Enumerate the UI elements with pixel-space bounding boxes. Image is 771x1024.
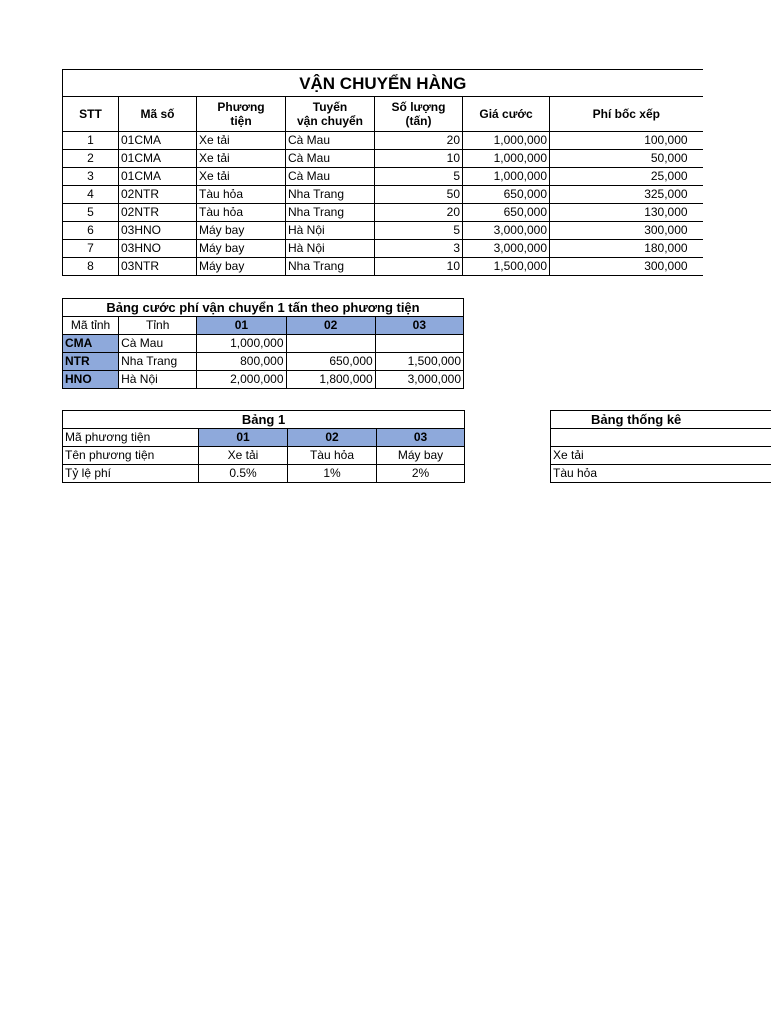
- bang1-cell: 02: [288, 429, 377, 447]
- bang1-cell: 1%: [288, 465, 377, 483]
- main-cell: 6: [63, 222, 119, 240]
- main-cell: Cà Mau: [286, 132, 375, 150]
- main-cell: Tàu hỏa: [197, 204, 286, 222]
- main-cell: 50,000: [550, 150, 703, 168]
- main-header-cell: Phí bốc xếp: [550, 97, 703, 132]
- table-row: [63, 335, 464, 353]
- main-cell: 100,000: [550, 132, 703, 150]
- rate-cell: NTR: [63, 353, 119, 371]
- main-cell: Hà Nội: [286, 240, 375, 258]
- bang1-cell: Tỷ lệ phí: [63, 465, 199, 483]
- main-cell: 10: [375, 150, 463, 168]
- main-cell: 3: [63, 168, 119, 186]
- main-cell: 20: [375, 204, 463, 222]
- bang1-cell: 01: [199, 429, 288, 447]
- main-cell: Nha Trang: [286, 204, 375, 222]
- rate-cell: HNO: [63, 371, 119, 389]
- main-header-cell: Tuyến vận chuyển: [286, 97, 375, 132]
- rate-cell: 1,500,000: [375, 353, 463, 371]
- main-cell: 1,000,000: [463, 132, 550, 150]
- main-cell: 01CMA: [119, 168, 197, 186]
- bang1-cell: Mã phương tiện: [63, 429, 199, 447]
- rate-cell: 2,000,000: [197, 371, 286, 389]
- main-cell: 3,000,000: [463, 222, 550, 240]
- main-cell: 1,000,000: [463, 168, 550, 186]
- table-row: [63, 353, 464, 371]
- main-cell: 01CMA: [119, 132, 197, 150]
- rate-cell: [375, 335, 463, 353]
- main-cell: 300,000: [550, 222, 703, 240]
- table-row: [63, 150, 703, 168]
- main-cell: 650,000: [463, 204, 550, 222]
- main-header-cell: Giá cước: [463, 97, 550, 132]
- rate-cell: Nha Trang: [119, 353, 197, 371]
- rate-cell: CMA: [63, 335, 119, 353]
- rate-cell: 650,000: [286, 353, 375, 371]
- stats-title: Bảng thống kê: [551, 411, 771, 429]
- table-row: [63, 222, 703, 240]
- table-row: [63, 204, 703, 222]
- table-row: [63, 371, 464, 389]
- main-cell: 3,000,000: [463, 240, 550, 258]
- main-cell: 3: [375, 240, 463, 258]
- table-row: [551, 465, 771, 483]
- main-cell: 50: [375, 186, 463, 204]
- table-row: [63, 465, 465, 483]
- main-cell: Xe tải: [197, 150, 286, 168]
- main-header-cell: Số lượng (tấn): [375, 97, 463, 132]
- rate-cell: 3,000,000: [375, 371, 463, 389]
- main-cell: 325,000: [550, 186, 703, 204]
- table-row: [63, 132, 703, 150]
- main-cell: Cà Mau: [286, 168, 375, 186]
- main-cell: 1,500,000: [463, 258, 550, 276]
- table-row: [63, 429, 465, 447]
- main-cell: 03HNO: [119, 240, 197, 258]
- rate-cell: 1,000,000: [197, 335, 286, 353]
- main-cell: Máy bay: [197, 258, 286, 276]
- main-table-container: [62, 69, 688, 276]
- table-row: [63, 447, 465, 465]
- table-row: [63, 168, 703, 186]
- rate-header-cell: 01: [197, 317, 286, 335]
- main-cell: 1: [63, 132, 119, 150]
- main-cell: 650,000: [463, 186, 550, 204]
- main-cell: Máy bay: [197, 240, 286, 258]
- table-row: [551, 447, 771, 465]
- rate-cell: 1,800,000: [286, 371, 375, 389]
- bang1-cell: Tàu hỏa: [288, 447, 377, 465]
- main-cell: 01CMA: [119, 150, 197, 168]
- bang1-cell: Xe tải: [199, 447, 288, 465]
- main-cell: Xe tải: [197, 132, 286, 150]
- main-cell: 4: [63, 186, 119, 204]
- rate-table: [62, 298, 464, 389]
- main-cell: 130,000: [550, 204, 703, 222]
- rate-header-cell: 02: [286, 317, 375, 335]
- bang1-table-container: [62, 410, 465, 483]
- main-cell: 1,000,000: [463, 150, 550, 168]
- stats-cell: Xe tải: [551, 447, 771, 465]
- bang1-cell: Tên phương tiện: [63, 447, 199, 465]
- main-header-cell: Phương tiện: [197, 97, 286, 132]
- main-cell: 300,000: [550, 258, 703, 276]
- main-cell: 02NTR: [119, 186, 197, 204]
- main-cell: 5: [375, 222, 463, 240]
- main-cell: Nha Trang: [286, 258, 375, 276]
- rate-cell: [286, 335, 375, 353]
- main-cell: 8: [63, 258, 119, 276]
- rate-title: Bảng cước phí vận chuyển 1 tấn theo phương tiện: [63, 299, 464, 317]
- main-title: VẬN CHUYỂN HÀNG: [63, 70, 703, 97]
- bang1-cell: 2%: [377, 465, 465, 483]
- main-cell: Tàu hỏa: [197, 186, 286, 204]
- main-cell: Nha Trang: [286, 186, 375, 204]
- main-cell: Hà Nội: [286, 222, 375, 240]
- main-cell: 03HNO: [119, 222, 197, 240]
- bang1-cell: 03: [377, 429, 465, 447]
- table-row: [63, 186, 703, 204]
- main-cell: 5: [63, 204, 119, 222]
- main-cell: 03NTR: [119, 258, 197, 276]
- rate-cell: 800,000: [197, 353, 286, 371]
- main-table: [62, 69, 703, 276]
- bang1-table: [62, 410, 465, 483]
- stats-blank-row: [551, 429, 771, 447]
- main-cell: 5: [375, 168, 463, 186]
- main-cell: 20: [375, 132, 463, 150]
- main-header-cell: Mã số: [119, 97, 197, 132]
- main-cell: 02NTR: [119, 204, 197, 222]
- rate-header-cell: 03: [375, 317, 463, 335]
- main-cell: 7: [63, 240, 119, 258]
- rate-header-cell: Mã tỉnh: [63, 317, 119, 335]
- main-header-cell: STT: [63, 97, 119, 132]
- rate-table-container: [62, 298, 464, 389]
- stats-table: [550, 410, 771, 483]
- main-cell: 10: [375, 258, 463, 276]
- stats-cell: Tàu hỏa: [551, 465, 771, 483]
- bang1-title: Bảng 1: [63, 411, 465, 429]
- main-cell: Máy bay: [197, 222, 286, 240]
- table-row: [63, 258, 703, 276]
- rate-header-cell: Tỉnh: [119, 317, 197, 335]
- rate-cell: Hà Nội: [119, 371, 197, 389]
- bang1-cell: 0.5%: [199, 465, 288, 483]
- main-cell: Cà Mau: [286, 150, 375, 168]
- main-cell: 2: [63, 150, 119, 168]
- main-cell: 180,000: [550, 240, 703, 258]
- main-cell: 25,000: [550, 168, 703, 186]
- table-row: [63, 240, 703, 258]
- main-cell: Xe tải: [197, 168, 286, 186]
- bang1-cell: Máy bay: [377, 447, 465, 465]
- stats-table-container: [550, 410, 682, 483]
- rate-cell: Cà Mau: [119, 335, 197, 353]
